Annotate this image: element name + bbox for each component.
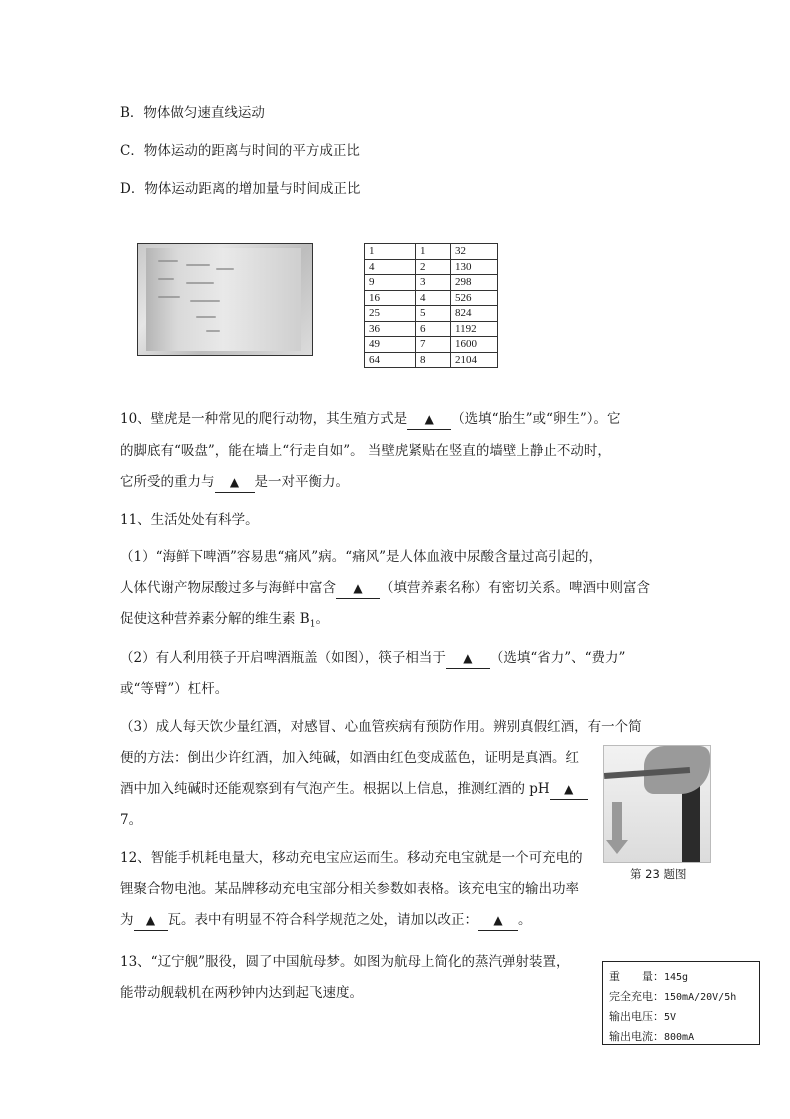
table-cell: 1600	[451, 337, 498, 353]
table-row	[365, 244, 498, 260]
table-cell: 1	[365, 244, 416, 260]
table-row	[365, 306, 498, 322]
q11-title: 11、生活处处有科学。	[120, 512, 259, 528]
q11-p3-line1: （3）成人每天饮少量红酒，对感冒、心血管疾病有预防作用。辨别真假红酒，有一个简	[120, 719, 642, 735]
table-cell: 2104	[451, 352, 498, 368]
q12-line3: 为 ▲ 瓦。表中有明显不符合科学规范之处，请加以改正： ▲ 。	[120, 910, 532, 931]
table-cell: 49	[365, 337, 416, 353]
figure-caption: 第 23 题图	[630, 867, 687, 881]
table-cell: 16	[365, 290, 416, 306]
table-row	[365, 275, 498, 291]
q10-blank-2: ▲	[215, 472, 255, 493]
q12-line1: 12、智能手机耗电量大，移动充电宝应运而生。移动充电宝就是一个可充电的	[120, 850, 583, 866]
experiment-photo	[137, 243, 313, 356]
table-cell: 7	[416, 337, 451, 353]
q10-blank-1: ▲	[407, 409, 451, 430]
q10-line1: 10、壁虎是一种常见的爬行动物，其生殖方式是 ▲ （选填“胎生”或“卵生”）。它	[120, 409, 621, 430]
q11-p3-line3: 酒中加入纯碱时还能观察到有气泡产生。根据以上信息，推测红酒的 pH ▲	[120, 779, 588, 800]
q13-line2: 能带动舰载机在两秒钟内达到起飞速度。	[120, 985, 363, 1001]
table-cell: 32	[451, 244, 498, 260]
table-row	[365, 259, 498, 275]
spec-current: 输出电流：800mA	[609, 1030, 695, 1043]
table-row	[365, 337, 498, 353]
q12-blank-1: ▲	[134, 910, 168, 931]
table-cell: 298	[451, 275, 498, 291]
table-cell: 130	[451, 259, 498, 275]
chopsticks-bottle-figure	[603, 745, 711, 863]
table-cell: 824	[451, 306, 498, 322]
table-cell: 25	[365, 306, 416, 322]
table-cell: 9	[365, 275, 416, 291]
table-row	[365, 352, 498, 368]
table-cell: 2	[416, 259, 451, 275]
table-cell: 5	[416, 306, 451, 322]
spec-charge: 完全充电：150mA/20V/5h	[609, 990, 737, 1003]
q11-blank-2: ▲	[446, 648, 490, 669]
q13-line1: 13、“辽宁舰”服役，圆了中国航母梦。如图为航母上简化的蒸汽弹射装置，	[120, 954, 570, 970]
q11-p3-line4: 7。	[120, 812, 143, 828]
q11-p1-line2: 人体代谢产物尿酸过多与海鲜中富含 ▲ （填营养素名称）有密切关系。啤酒中则富含	[120, 578, 650, 599]
q12-line2: 锂聚合物电池。某品牌移动充电宝部分相关参数如表格。该充电宝的输出功率	[120, 881, 579, 897]
q11-p2-line2: 或“等臂”）杠杆。	[120, 681, 229, 697]
table-cell: 36	[365, 321, 416, 337]
spec-voltage: 输出电压：5V	[609, 1010, 677, 1023]
option-b: B．物体做匀速直线运动	[120, 105, 265, 121]
table-cell: 526	[451, 290, 498, 306]
q10-line2: 的脚底有“吸盘”，能在墙上“行走自如”。 当壁虎紧贴在竖直的墙壁上静止不动时，	[120, 443, 611, 459]
option-c: C．物体运动的距离与时间的平方成正比	[120, 143, 360, 159]
table-cell: 3	[416, 275, 451, 291]
table-cell: 4	[416, 290, 451, 306]
spec-weight: 重 量：145g	[609, 970, 689, 983]
q11-p3-line2: 便的方法：倒出少许红酒，加入纯碱，如酒由红色变成蓝色，证明是真酒。红	[120, 750, 579, 766]
table-cell: 1	[416, 244, 451, 260]
data-table	[364, 243, 498, 368]
q11-blank-1: ▲	[336, 578, 380, 599]
table-cell: 64	[365, 352, 416, 368]
q12-blank-2: ▲	[478, 910, 518, 931]
table-row	[365, 321, 498, 337]
q10-line3: 它所受的重力与 ▲ 是一对平衡力。	[120, 472, 349, 493]
q11-blank-3: ▲	[550, 779, 588, 800]
q11-p1-line1: （1）“海鲜下啤酒”容易患“痛风”病。“痛风”是人体血液中尿酸含量过高引起的，	[120, 549, 602, 565]
q11-p2-line1: （2）有人利用筷子开启啤酒瓶盖（如图），筷子相当于 ▲ （选填“省力”、“费力”	[120, 648, 625, 669]
table-cell: 4	[365, 259, 416, 275]
table-row	[365, 290, 498, 306]
table-cell: 1192	[451, 321, 498, 337]
option-d: D．物体运动距离的增加量与时间成正比	[120, 181, 361, 197]
power-bank-spec-table	[602, 961, 760, 1045]
table-cell: 8	[416, 352, 451, 368]
table-cell: 6	[416, 321, 451, 337]
q11-p1-line3: 促使这种营养素分解的维生素 $B_1$。	[120, 611, 329, 630]
